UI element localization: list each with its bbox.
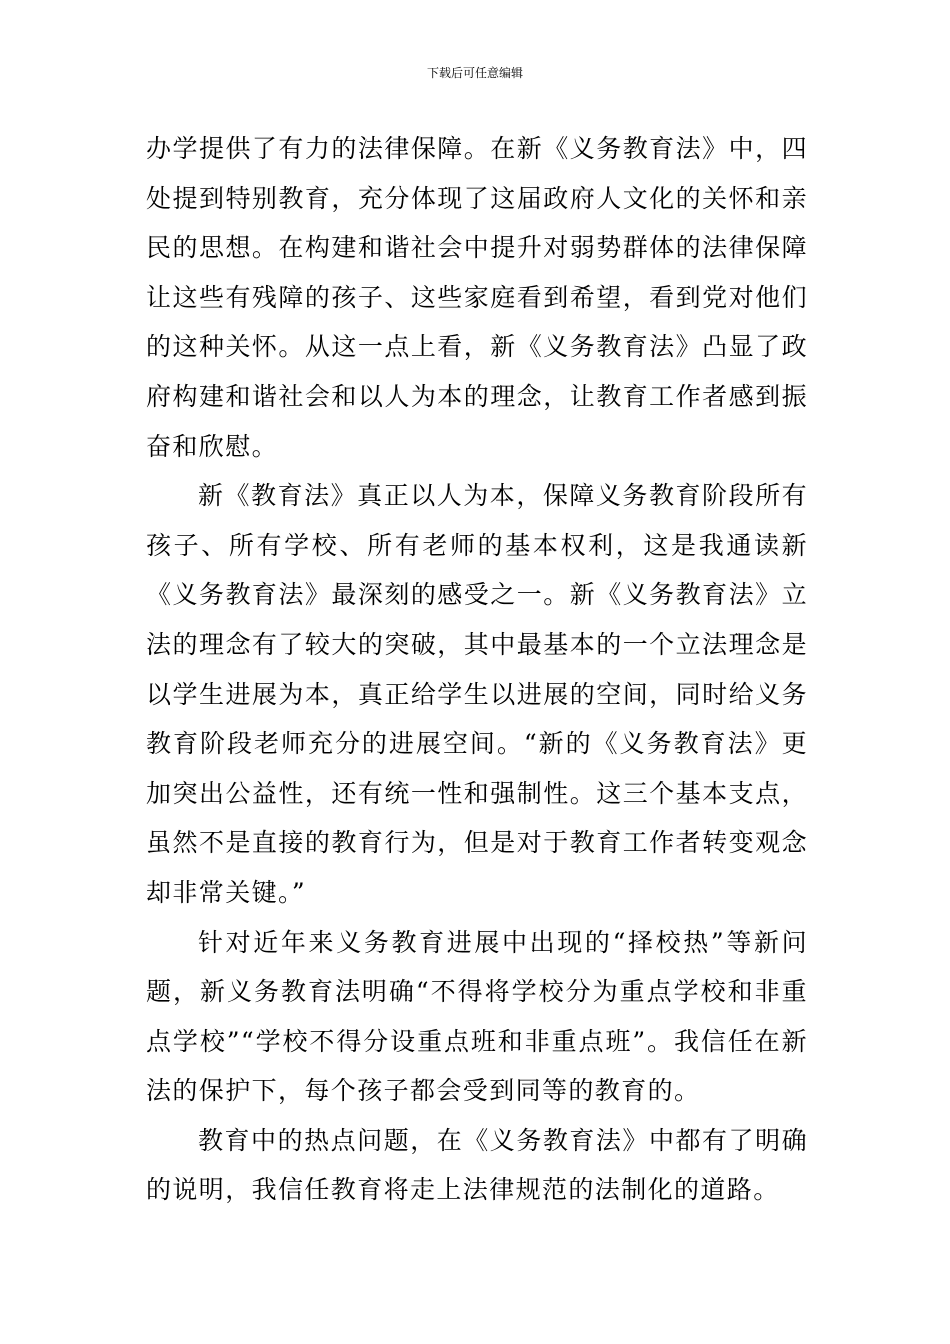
paragraph: 新《教育法》真正以人为本，保障义务教育阶段所有孩子、所有学校、所有老师的基本权利，这是我通读新《义务教育法》最深刻的感受之一。新《义务教育法》立法的理念有了较大的突破，其中最基本的一个立法理念是以学生进展为本，真正给学生以进展的空间，同时给义务教育阶段老师充分的进展空间。“新的《义务教育法》更加突出公益性，还有统一性和强制性。这三个基本支点，虽然不是直接的教育行为，但是对于教育工作者转变观念却非常关键。” [146,481,808,907]
page-header: 下载后可任意编辑 [426,66,523,80]
paragraph: 针对近年来义务教育进展中出现的“择校热”等新问题，新义务教育法明确“不得将学校分为重点学校和非重点学校”“学校不得分设重点班和非重点班”。我信任在新法的保护下，每个孩子都会受到同等的教育的。 [146,927,808,1106]
paragraph: 教育中的热点问题，在《义务教育法》中都有了明确的说明，我信任教育将走上法律规范的法制化的道路。 [146,1125,808,1205]
paragraph-continued: 办学提供了有力的法律保障。在新《义务教育法》中，四处提到特别教育，充分体现了这届政府人文化的关怀和亲民的思想。在构建和谐社会中提升对弱势群体的法律保障让这些有残障的孩子、这些家庭看到希望，看到党对他们的这种关怀。从这一点上看，新《义务教育法》凸显了政府构建和谐社会和以人为本的理念，让教育工作者感到振奋和欣慰。 [146,134,808,461]
document-body [146,124,808,1215]
